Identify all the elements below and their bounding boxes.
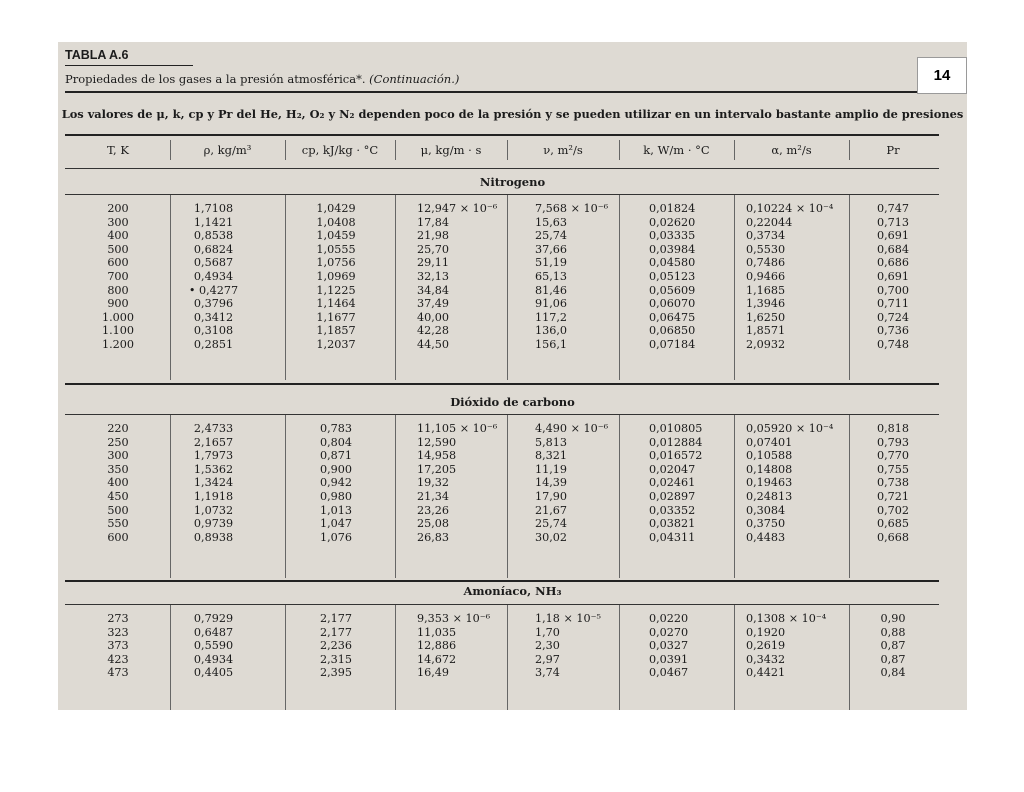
table-cell: 1,1685 (746, 283, 786, 297)
column-density (170, 202, 285, 352)
table-cell: 1,3946 (746, 297, 786, 311)
table-cell: 1.100 (101, 324, 135, 338)
table-cell: 373 (107, 639, 129, 653)
table-cell: 25,70 (417, 242, 450, 256)
table-cell: 0,8938 (193, 530, 234, 544)
table-cell: 0,0270 (649, 625, 689, 639)
table-cell: 44,50 (417, 337, 450, 351)
table-cell: 4,490 × 10⁻⁶ (535, 422, 609, 435)
column-temperature (66, 202, 170, 352)
table-cell: 25,74 (535, 517, 568, 531)
column-prandtl (849, 422, 937, 544)
table-cell: 0,5590 (193, 639, 234, 653)
table-cell: 0,668 (876, 530, 910, 544)
label-underline (65, 65, 193, 66)
table-cell: 0,942 (319, 476, 353, 490)
table-cell: 1,0408 (316, 215, 356, 229)
table-cell: 2,177 (319, 625, 353, 639)
table-cell: 32,13 (417, 269, 450, 283)
table-cell: 1,076 (319, 530, 353, 544)
column-specific-heat (285, 202, 395, 352)
column-conductivity (619, 422, 734, 544)
table-cell: 400 (107, 476, 129, 490)
table-cell: 0,4405 (193, 666, 234, 680)
table-cell: 0,686 (876, 256, 910, 270)
column-kinematic-viscosity (507, 202, 619, 352)
table-cell: • 0,4277 (188, 283, 239, 297)
table-cell: 300 (107, 215, 129, 229)
table-cell: 0,03335 (649, 229, 696, 243)
table-cell: 0,3796 (193, 297, 234, 311)
table-cell: 0,87 (880, 652, 906, 666)
table-cell: 550 (107, 517, 129, 531)
table-cell: 0,700 (876, 283, 910, 297)
table-cell: 323 (107, 625, 129, 639)
section-nitrogen-rows (66, 202, 937, 352)
table-cell: 17,90 (535, 489, 568, 503)
header-dynamic-viscosity: μ, kg/m · s (420, 142, 482, 157)
table-cell: 300 (107, 449, 129, 463)
table-cell: 1,70 (535, 625, 560, 639)
table-cell: 11,105 × 10⁻⁶ (417, 422, 498, 435)
table-cell: 17,84 (417, 215, 450, 229)
column-temperature (66, 612, 170, 680)
table-cell: 0,22044 (746, 215, 793, 229)
table-cell: 0,6487 (193, 625, 234, 639)
table-cell: 0,01824 (649, 202, 696, 215)
table-cell: 21,67 (535, 503, 568, 517)
table-cell: 1,6250 (746, 310, 786, 324)
rule-top (65, 91, 939, 93)
table-cell: 1,7973 (193, 449, 234, 463)
table-cell: 1.200 (101, 337, 135, 351)
column-conductivity (619, 202, 734, 352)
table-cell: 29,11 (417, 256, 450, 270)
table-cell: 0,03352 (649, 503, 696, 517)
table-cell: 2,1657 (193, 435, 234, 449)
table-cell: 1,1225 (316, 283, 356, 297)
table-cell: 0,06070 (649, 297, 696, 311)
table-cell: 0,724 (876, 310, 910, 324)
table-cell: 0,804 (319, 435, 353, 449)
section-co2-rows (66, 422, 937, 544)
table-cell: 11,035 (417, 625, 457, 639)
table-cell: 2,236 (319, 639, 353, 653)
table-cell: 12,947 × 10⁻⁶ (417, 202, 498, 215)
table-cell: 3,74 (535, 666, 560, 680)
header-temperature: T, K (107, 142, 129, 157)
table-cell: 40,00 (417, 310, 450, 324)
table-cell: 473 (107, 666, 129, 680)
header-kinematic-viscosity: ν, m²/s (543, 142, 583, 157)
column-dynamic-viscosity (395, 612, 507, 680)
table-cell: 12,590 (417, 435, 457, 449)
table-cell: 0,14808 (746, 462, 793, 476)
table-cell: 0,016572 (649, 449, 703, 463)
rule-header-bottom (65, 168, 939, 169)
column-temperature (66, 422, 170, 544)
table-cell: 1,0732 (193, 503, 234, 517)
table-cell: 30,02 (535, 530, 568, 544)
table-cell: 800 (107, 283, 129, 297)
table-cell: 0,88 (880, 625, 906, 639)
table-cell: 400 (107, 229, 129, 243)
table-cell: 1,013 (319, 503, 353, 517)
table-cell: 450 (107, 489, 129, 503)
table-cell: 0,05609 (649, 283, 696, 297)
section-title-ammonia: Amoníaco, NH₃ (463, 584, 562, 598)
table-cell: 2,30 (535, 639, 560, 653)
column-density (170, 612, 285, 680)
table-cell: 26,83 (417, 530, 450, 544)
table-cell: 0,04311 (649, 530, 696, 544)
table-cell: 0,19463 (746, 476, 793, 490)
table-cell: 250 (107, 435, 129, 449)
table-cell: 0,02461 (649, 476, 696, 490)
table-cell: 1,18 × 10⁻⁵ (535, 612, 602, 625)
table-cell: 0,3108 (193, 324, 234, 338)
section-title-nitrogen: Nitrogeno (479, 175, 546, 189)
table-cell: 0,691 (876, 229, 910, 243)
table-cell: 0,4934 (193, 269, 234, 283)
table-cell: 0,05920 × 10⁻⁴ (746, 422, 834, 435)
table-cell: 0,010805 (649, 422, 703, 435)
table-cell: 350 (107, 462, 129, 476)
table-cell: 1,7108 (193, 202, 234, 215)
table-cell: 900 (107, 297, 129, 311)
table-cell: 0,012884 (649, 435, 703, 449)
header-diffusivity: α, m²/s (771, 142, 812, 157)
header-prandtl: Pr (886, 142, 900, 157)
table-cell: 0,0220 (649, 612, 689, 625)
table-cell: 0,3084 (746, 503, 786, 517)
table-cell: 2,4733 (193, 422, 234, 435)
table-cell: 0,07184 (649, 337, 696, 351)
table-cell: 2,315 (319, 652, 353, 666)
table-cell: 0,04580 (649, 256, 696, 270)
table-cell: 0,3432 (746, 652, 786, 666)
table-cell: 21,98 (417, 229, 450, 243)
table-cell: 81,46 (535, 283, 568, 297)
table-cell: 34,84 (417, 283, 450, 297)
header-conductivity: k, W/m · °C (643, 142, 710, 157)
column-kinematic-viscosity (507, 612, 619, 680)
table-cell: 0,721 (876, 489, 910, 503)
rule-note-bottom (65, 134, 939, 136)
table-cell: 2,0932 (746, 337, 786, 351)
column-prandtl (849, 202, 937, 352)
table-cell: 0,05123 (649, 269, 696, 283)
column-density (170, 422, 285, 544)
table-cell: 0,4421 (746, 666, 786, 680)
table-cell: 2,177 (319, 612, 353, 625)
table-cell: 700 (107, 269, 129, 283)
table-cell: 0,87 (880, 639, 906, 653)
table-cell: 1,1421 (193, 215, 234, 229)
table-cell: 0,10588 (746, 449, 793, 463)
table-cell: 0,770 (876, 449, 910, 463)
table-cell: 0,02897 (649, 489, 696, 503)
table-cell: 117,2 (535, 310, 568, 324)
table-cell: 0,5687 (193, 256, 234, 270)
table-cell: 0,02620 (649, 215, 696, 229)
table-cell: 0,685 (876, 517, 910, 531)
table-cell: 1,8571 (746, 324, 786, 338)
table-cell: 600 (107, 256, 129, 270)
table-cell: 0,03821 (649, 517, 696, 531)
table-cell: 14,958 (417, 449, 457, 463)
table-cell: 0,1920 (746, 625, 786, 639)
table-cell: 0,3750 (746, 517, 786, 531)
table-cell: 2,97 (535, 652, 560, 666)
table-cell: 0,8538 (193, 229, 234, 243)
table-cell: 0,702 (876, 503, 910, 517)
table-cell: 156,1 (535, 337, 568, 351)
column-specific-heat (285, 422, 395, 544)
section-ammonia-rows (66, 612, 937, 680)
table-cell: 0,747 (876, 202, 910, 215)
table-cell: 0,2619 (746, 639, 786, 653)
table-cell: 14,672 (417, 652, 457, 666)
table-title (65, 72, 459, 86)
column-diffusivity (734, 422, 849, 544)
table-cell: 0,7929 (193, 612, 234, 625)
table-cell: 11,19 (535, 462, 568, 476)
table-cell: 423 (107, 652, 129, 666)
rule-ammonia-top (65, 604, 939, 605)
table-cell: 21,34 (417, 489, 450, 503)
table-cell: 0,03984 (649, 242, 696, 256)
column-prandtl (849, 612, 937, 680)
table-cell: 19,32 (417, 476, 450, 490)
table-cell: 1.000 (101, 310, 135, 324)
table-cell: 0,0391 (649, 652, 689, 666)
table-title-main: Propiedades de los gases a la presión atmosférica*. (65, 72, 366, 86)
table-cell: 0,24813 (746, 489, 793, 503)
column-conductivity (619, 612, 734, 680)
table-cell: 23,26 (417, 503, 450, 517)
table-cell: 0,0327 (649, 639, 689, 653)
table-title-continuation: (Continuación.) (369, 72, 460, 86)
table-cell: 1,1677 (316, 310, 356, 324)
table-cell: 1,0555 (316, 242, 356, 256)
table-cell: 91,06 (535, 297, 568, 311)
table-cell: 17,205 (417, 462, 457, 476)
section-title-carbon-dioxide: Dióxido de carbono (450, 395, 575, 409)
table-cell: 1,1464 (316, 297, 356, 311)
table-cell: 1,3424 (193, 476, 234, 490)
table-cell: 12,886 (417, 639, 457, 653)
column-kinematic-viscosity (507, 422, 619, 544)
table-label: TABLA A.6 (65, 48, 129, 62)
table-cell: 500 (107, 503, 129, 517)
table-cell: 1,047 (319, 517, 353, 531)
column-specific-heat (285, 612, 395, 680)
table-cell: 0,980 (319, 489, 353, 503)
table-cell: 37,49 (417, 297, 450, 311)
table-cell: 220 (107, 422, 129, 435)
table-cell: 0,84 (880, 666, 906, 680)
table-cell: 0,0467 (649, 666, 689, 680)
table-cell: 14,39 (535, 476, 568, 490)
table-cell: 0,711 (876, 297, 910, 311)
rule-co2-top (65, 414, 939, 415)
table-cell: 0,4934 (193, 652, 234, 666)
table-cell: 500 (107, 242, 129, 256)
table-cell: 0,3734 (746, 229, 786, 243)
table-cell: 0,738 (876, 476, 910, 490)
header-density: ρ, kg/m³ (203, 142, 252, 157)
table-cell: 7,568 × 10⁻⁶ (535, 202, 609, 215)
column-dynamic-viscosity (395, 422, 507, 544)
table-cell: 42,28 (417, 324, 450, 338)
column-dynamic-viscosity (395, 202, 507, 352)
header-specific-heat: cp, kJ/kg · °C (301, 142, 379, 157)
rule-co2-bottom (65, 580, 939, 582)
table-cell: 0,9739 (193, 517, 234, 531)
table-cell: 0,90 (880, 612, 906, 625)
table-cell: 5,813 (535, 435, 568, 449)
table-cell: 0,793 (876, 435, 910, 449)
table-cell: 0,1308 × 10⁻⁴ (746, 612, 827, 625)
table-cell: 1,2037 (316, 337, 356, 351)
table-cell: 0,736 (876, 324, 910, 338)
table-cell: 0,2851 (193, 337, 234, 351)
table-cell: 1,0969 (316, 269, 356, 283)
table-cell: 8,321 (535, 449, 568, 463)
table-cell: 0,06850 (649, 324, 696, 338)
table-cell: 0,07401 (746, 435, 793, 449)
scanned-table-page (58, 42, 967, 710)
table-cell: 37,66 (535, 242, 568, 256)
table-cell: 1,1918 (193, 489, 234, 503)
table-cell: 0,818 (876, 422, 910, 435)
table-cell: 2,395 (319, 666, 353, 680)
table-cell: 200 (107, 202, 129, 215)
table-cell: 0,3412 (193, 310, 234, 324)
rule-nitrogen-bottom (65, 383, 939, 385)
rule-nitrogen-top (65, 194, 939, 195)
table-cell: 0,9466 (746, 269, 786, 283)
table-cell: 1,0756 (316, 256, 356, 270)
table-cell: 1,0429 (316, 202, 356, 215)
table-cell: 0,748 (876, 337, 910, 351)
column-headers (66, 141, 937, 158)
page-number-badge: 14 (917, 57, 967, 94)
table-cell: 0,6824 (193, 242, 234, 256)
table-cell: 0,7486 (746, 256, 786, 270)
table-cell: 25,74 (535, 229, 568, 243)
table-cell: 0,684 (876, 242, 910, 256)
table-cell: 0,900 (319, 462, 353, 476)
table-cell: 0,10224 × 10⁻⁴ (746, 202, 834, 215)
table-cell: 65,13 (535, 269, 568, 283)
pressure-note: Los valores de μ, k, cp y Pr del He, H₂, O₂ y N₂ dependen poco de la presión y se pueden utilizar en un intervalo bastante amplio de presiones (61, 107, 964, 121)
table-cell: 16,49 (417, 666, 450, 680)
table-cell: 0,691 (876, 269, 910, 283)
table-cell: 51,19 (535, 256, 568, 270)
table-cell: 9,353 × 10⁻⁶ (417, 612, 491, 625)
table-cell: 0,06475 (649, 310, 696, 324)
column-diffusivity (734, 202, 849, 352)
table-cell: 1,5362 (193, 462, 234, 476)
table-cell: 1,1857 (316, 324, 356, 338)
table-cell: 136,0 (535, 324, 568, 338)
table-cell: 25,08 (417, 517, 450, 531)
table-cell: 1,0459 (316, 229, 356, 243)
table-cell: 0,713 (876, 215, 910, 229)
table-cell: 0,02047 (649, 462, 696, 476)
table-cell: 273 (107, 612, 129, 625)
table-cell: 600 (107, 530, 129, 544)
table-cell: 0,783 (319, 422, 353, 435)
table-cell: 15,63 (535, 215, 568, 229)
table-cell: 0,5530 (746, 242, 786, 256)
table-cell: 0,4483 (746, 530, 786, 544)
column-diffusivity (734, 612, 849, 680)
table-cell: 0,755 (876, 462, 910, 476)
table-cell: 0,871 (319, 449, 353, 463)
